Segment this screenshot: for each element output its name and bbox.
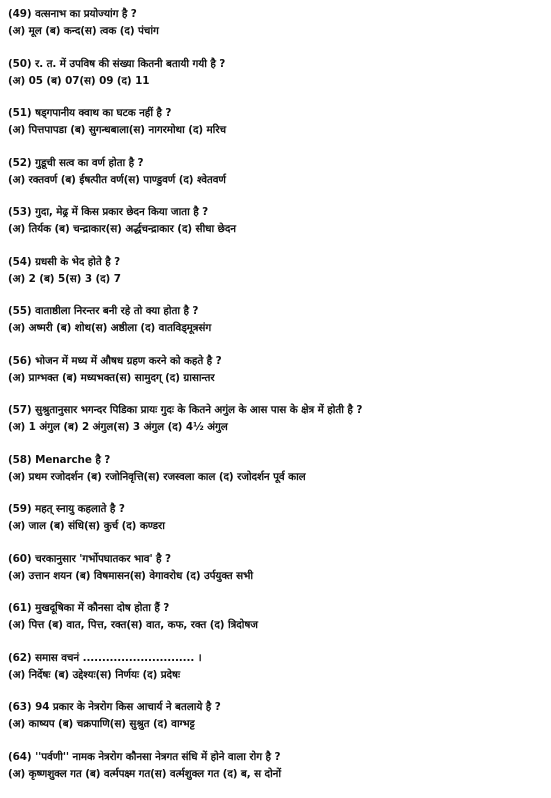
answer-options: (अ) 05 (ब) 07(स) 09 (द) 11: [8, 73, 543, 90]
answer-options: (अ) अष्मरी (ब) शोथ(स) अष्ठीला (द) वातविड्मूत्रसंग: [8, 320, 543, 337]
question-text: (50) र. त. में उपविष की संख्या कितनी बतायी गयी है ?: [8, 56, 543, 73]
question-text: (54) ग्रधसी के भेद होते है ?: [8, 254, 543, 271]
question-item: [8, 56, 543, 106]
question-text: (55) वाताष्ठीला निरन्तर बनी रहे तो क्या होता है ?: [8, 303, 543, 320]
question-item: [8, 6, 543, 56]
question-text: (49) वत्सनाभ का प्रयोज्यांग है ?: [8, 6, 543, 23]
question-item: [8, 501, 543, 551]
question-item: [8, 650, 543, 700]
answer-options: (अ) रक्तवर्ण (ब) ईषत्पीत वर्ण(स) पाण्डुवर्ण (द) श्वेतवर्ण: [8, 172, 543, 189]
question-item: [8, 551, 543, 601]
answer-options: (अ) काष्यप (ब) चक्रपाणि(स) सुश्रुत (द) वाग्भट्ट: [8, 716, 543, 733]
question-item: [8, 204, 543, 254]
answer-options: (अ) प्राग्भक्त (ब) मध्यभक्त(स) सामुदग् (द) ग्रासान्तर: [8, 370, 543, 387]
question-item: [8, 303, 543, 353]
question-text: (64) ''पर्वणी'' नामक नेत्ररोग कौनसा नेत्रगत संधि में होने वाला रोग है ?: [8, 749, 543, 766]
answer-options: (अ) कृष्णशुक्ल गत (ब) वर्त्मपक्ष्म गत(स) वर्त्मशुक्ल गत (द) ब, स दोनों: [8, 766, 543, 783]
question-text: (57) सुश्रुतानुसार भगन्दर पिडिका प्रायः गुदः के कितने अगुंल के आस पास के क्षेत्र में होती है ?: [8, 402, 543, 419]
question-text: (59) महत् स्नायु कहलाते है ?: [8, 501, 543, 518]
answer-options: (अ) जाल (ब) संधि(स) कुर्च (द) कण्डरा: [8, 518, 543, 535]
question-item: [8, 402, 543, 452]
question-item: [8, 452, 543, 502]
question-item: [8, 155, 543, 205]
answer-options: (अ) 2 (ब) 5(स) 3 (द) 7: [8, 271, 543, 288]
answer-options: (अ) प्रथम रजोदर्शन (ब) रजोनिवृत्ति(स) रजस्वला काल (द) रजोदर्शन पूर्व काल: [8, 469, 543, 486]
question-item: [8, 105, 543, 155]
question-text: (51) षड्गपानीय क्वाथ का घटक नहीं है ?: [8, 105, 543, 122]
answer-options: (अ) 1 अंगुल (ब) 2 अंगुल(स) 3 अंगुल (द) 4½ अंगुल: [8, 419, 543, 436]
answer-options: (अ) पित्तपापडा (ब) सुगन्धबाला(स) नागरमोथा (द) मरिच: [8, 122, 543, 139]
question-item: [8, 699, 543, 749]
answer-options: (अ) उत्तान शयन (ब) विषमासन(स) वेगावरोध (द) उर्पयुक्त सभी: [8, 568, 543, 585]
question-text: (63) 94 प्रकार के नेत्ररोग किस आचार्य ने बतलाये है ?: [8, 699, 543, 716]
answer-options: (अ) निर्देषः (ब) उद्देश्यः(स) निर्णयः (द) प्रदेषः: [8, 667, 543, 684]
answer-options: (अ) पित्त (ब) वात, पित्त, रक्त(स) वात, कफ, रक्त (द) त्रिदोषज: [8, 617, 543, 634]
question-item: [8, 353, 543, 403]
question-text: (61) मुखदूषिका में कौनसा दोष होता हैं ?: [8, 600, 543, 617]
question-item: [8, 254, 543, 304]
answer-options: (अ) तिर्यक (ब) चन्द्राकार(स) अर्द्धचन्द्राकार (द) सीधा छेदन: [8, 221, 543, 238]
question-text: (60) चरकानुसार 'गर्भोपघातकर भाव' है ?: [8, 551, 543, 568]
question-text: (58) Menarche है ?: [8, 452, 543, 469]
question-text: (62) समास वचनं ............................. ।: [8, 650, 543, 667]
question-item: [8, 600, 543, 650]
question-text: (56) भोजन में मध्य में औषध ग्रहण करने को कहते है ?: [8, 353, 543, 370]
question-text: (53) गुदा, मेढ्र में किस प्रकार छेदन किया जाता है ?: [8, 204, 543, 221]
answer-options: (अ) मूल (ब) कन्द(स) त्वक (द) पंचांग: [8, 23, 543, 40]
question-item: [8, 749, 543, 798]
question-text: (52) गुडूची सत्व का वर्ण होता है ?: [8, 155, 543, 172]
